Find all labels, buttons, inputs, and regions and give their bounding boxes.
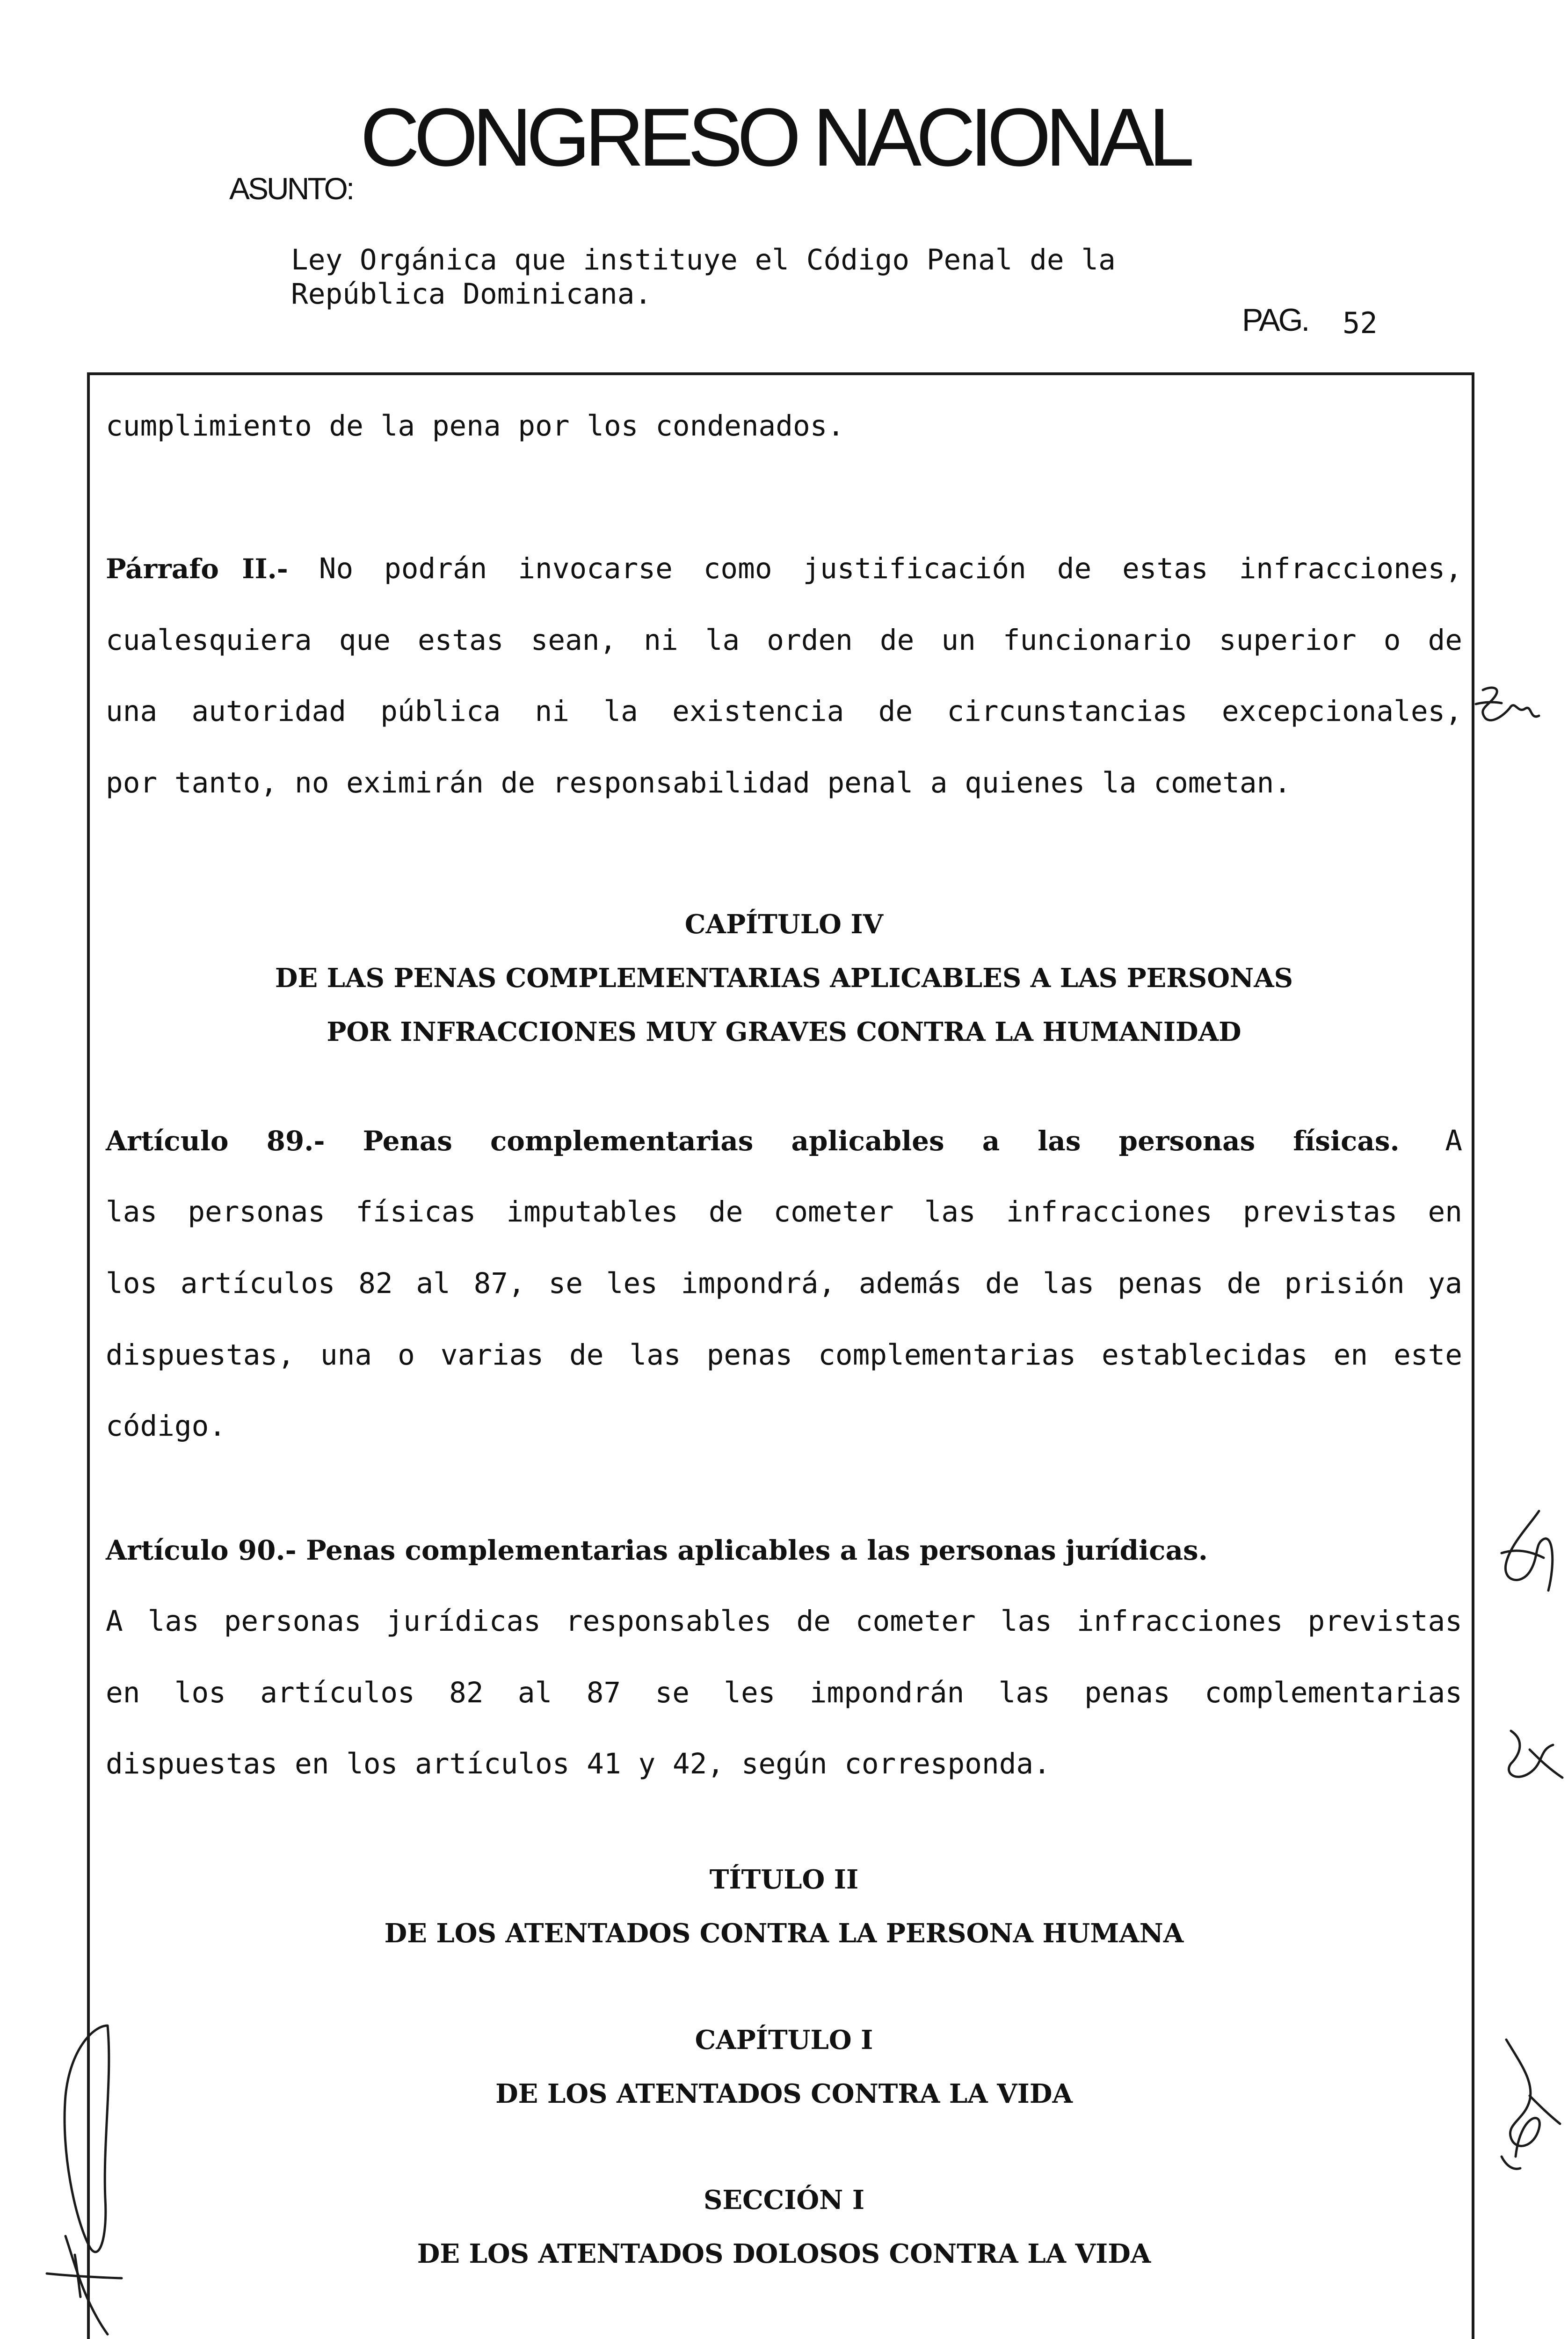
subject-line-1: Ley Orgánica que instituye el Código Penal de la [291,243,1116,276]
margin-signature-3 [1492,2035,1567,2175]
article-90-line-2: A las personas jurídicas responsables de cometer las infracciones previstas [106,1605,1462,1638]
page-number: 52 [1343,306,1378,340]
chapter-iv-subtitle-2: POR INFRACCIONES MUY GRAVES CONTRA LA HUMANIDAD [327,1017,1241,1047]
article-89-line-5: código. [106,1409,226,1443]
margin-signature-2 [1497,1722,1567,1792]
chapter-i-subtitle: DE LOS ATENTADOS CONTRA LA VIDA [495,2078,1073,2109]
parrafo-ii-label: Párrafo II.- [106,553,288,585]
parrafo-ii-line-1 [106,554,1462,583]
parrafo-ii-line-2: cualesquiera que estas sean, ni la orden de un funcionario superior o de [106,624,1462,657]
page-label: PAG. [1242,302,1308,338]
article-90-line-3: en los artículos 82 al 87 se les impondrán las penas complementarias [106,1676,1462,1709]
paragraph-line: cumplimiento de la pena por los condenados. [106,409,845,443]
congress-title: CONGRESO NACIONAL [360,92,1189,183]
paragraph-text: No podrán invocarse como justificación de estas infracciones, [319,552,1462,585]
margin-initials-signature [1474,681,1544,741]
section-i-title: SECCIÓN I [703,2185,865,2216]
parrafo-ii-line-4: por tanto, no eximirán de responsabilidad penal a quienes la cometan. [106,766,1292,799]
paragraph-text: A [1445,1124,1462,1157]
subject-line-2: República Dominicana. [291,277,652,311]
article-90-heading-text: Artículo 90.- Penas complementarias aplicables a las personas jurídicas. [106,1534,1208,1566]
margin-signature-large [37,2021,131,2339]
article-89-line-1 [106,1126,1462,1155]
section-i-subtitle: DE LOS ATENTADOS DOLOSOS CONTRA LA VIDA [417,2238,1151,2269]
chapter-i-title: CAPÍTULO I [695,2025,873,2056]
article-89-line-2: las personas físicas imputables de cometer las infracciones previstas en [106,1195,1462,1228]
title-ii-title: TÍTULO II [709,1864,859,1895]
article-90-heading [106,1536,1462,1564]
article-89-heading: Artículo 89.- Penas complementarias aplicables a las personas físicas. [106,1125,1400,1157]
chapter-iv-subtitle-1: DE LAS PENAS COMPLEMENTARIAS APLICABLES A LAS PERSONAS [275,963,1293,994]
title-ii-subtitle: DE LOS ATENTADOS CONTRA LA PERSONA HUMANA [384,1918,1184,1949]
parrafo-ii-line-3: una autoridad pública ni la existencia de circunstancias excepcionales, [106,695,1462,728]
chapter-iv-title: CAPÍTULO IV [684,909,884,940]
article-89-line-3: los artículos 82 al 87, se les impondrá, además de las penas de prisión ya [106,1267,1462,1300]
article-89-line-4: dispuestas, una o varias de las penas complementarias establecidas en este [106,1338,1462,1372]
asunto-label: ASUNTO: [229,171,353,206]
article-90-line-4: dispuestas en los artículos 41 y 42, según corresponda. [106,1747,1051,1780]
margin-signature-1 [1492,1506,1562,1600]
